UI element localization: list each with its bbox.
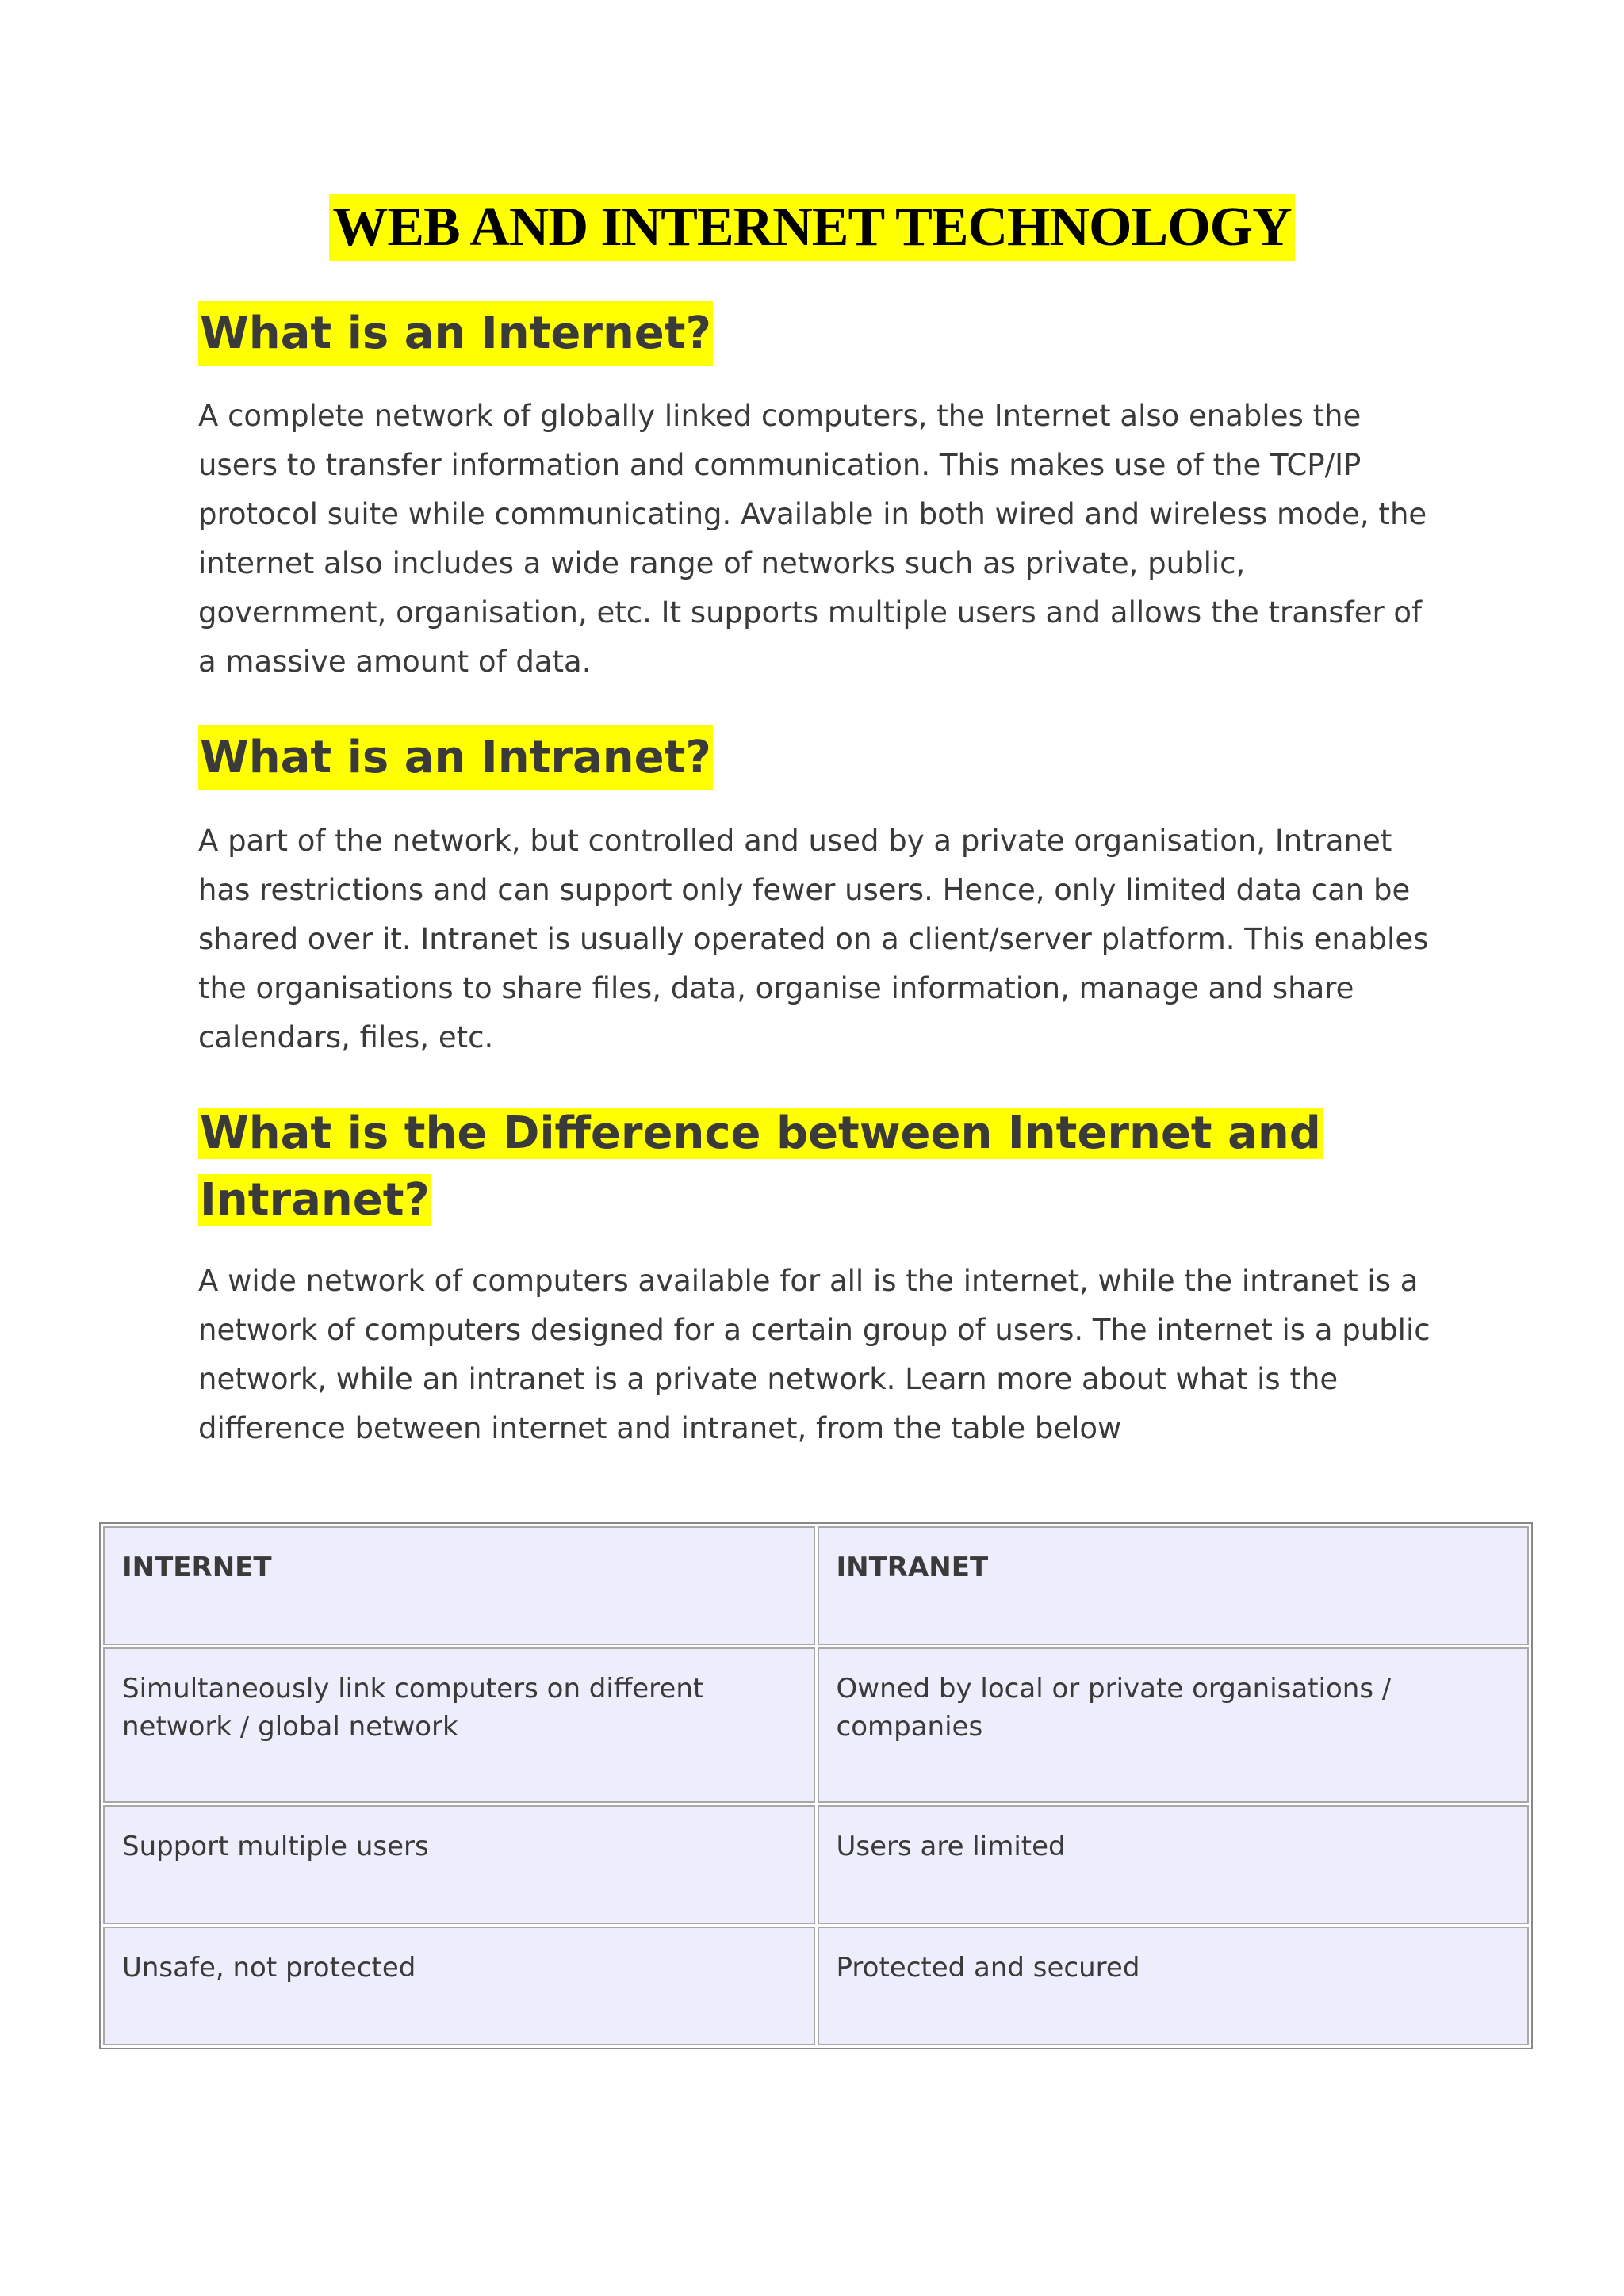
table-cell: Protected and secured (818, 1927, 1530, 2045)
table-cell: Support multiple users (103, 1805, 815, 1924)
section-paragraph: A complete network of globally linked computers, the Internet also enables the users to transfer information and communication. This makes use of the TCP/IP protocol suite while communicating. Available in both wired and wireless mode, the internet also includes a wide range of networks such as private, public, government, organisation, etc. It supports multiple users and allows the transfer of a massive amount of data. (198, 399, 1427, 679)
section-difference-heading-block (198, 1100, 1435, 1234)
section-intranet-heading-block (198, 725, 1435, 790)
table-cell: Unsafe, not protected (103, 1927, 815, 2045)
table-cell: Owned by local or private organisations / companies (818, 1647, 1530, 1803)
section-internet-heading-block (198, 301, 1435, 366)
section-internet-body (198, 392, 1435, 687)
table-row (103, 1805, 1529, 1924)
table-row (103, 1647, 1529, 1803)
comparison-table (99, 1522, 1533, 2049)
table-header-cell: INTERNET (103, 1526, 815, 1645)
heading-line: What is the Difference between Internet and (200, 1108, 1321, 1159)
section-heading (198, 1100, 1435, 1234)
section-heading: What is an Intranet? (198, 725, 713, 790)
table-header-cell: INTRANET (818, 1526, 1530, 1645)
title-container (0, 194, 1624, 261)
comparison-table-container (99, 1522, 1533, 2049)
section-paragraph: A part of the network, but controlled and used by a private organisation, Intranet has restrictions and can support only fewer users. Hence, only limited data can be shared over it. Intranet is usually operated on a client/server platform. This enables the organisations to share files, data, organise information, manage and share calendars, files, etc. (198, 824, 1429, 1054)
table-cell: Users are limited (818, 1805, 1530, 1924)
heading-line: Intranet? (200, 1174, 430, 1226)
section-paragraph: A wide network of computers available for all is the internet, while the intranet is a network of computers designed for a certain group of users. The internet is a public network, while an intranet is a private network. Learn more about what is the difference between internet and intranet, from the table below (198, 1264, 1431, 1445)
section-difference-body (198, 1257, 1435, 1453)
table-row (103, 1927, 1529, 2045)
section-intranet-body (198, 817, 1435, 1062)
table-cell: Simultaneously link computers on different network / global network (103, 1647, 815, 1803)
section-heading: What is an Internet? (198, 301, 713, 366)
table-header-row (103, 1526, 1529, 1645)
document-title: WEB AND INTERNET TECHNOLOGY (329, 194, 1294, 261)
